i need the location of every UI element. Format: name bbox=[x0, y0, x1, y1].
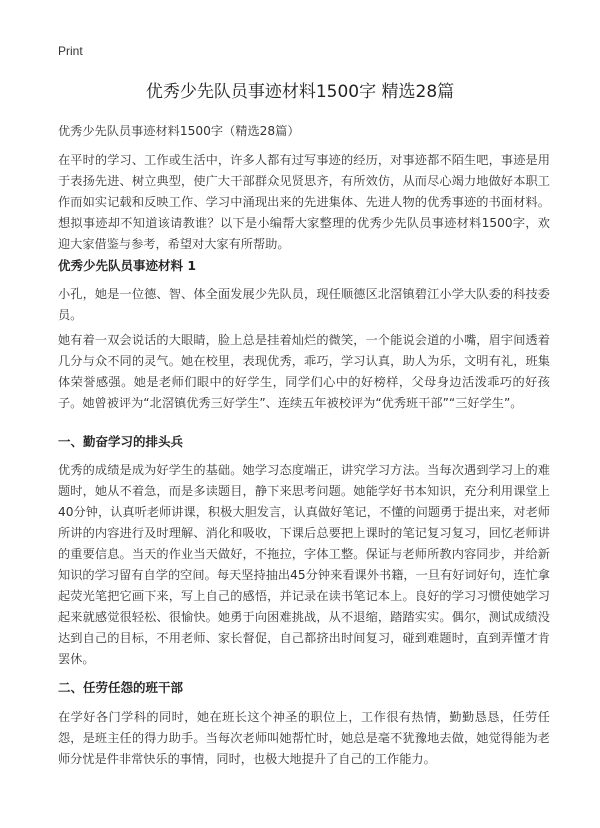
document-subtitle: 优秀少先队员事迹材料1500字（精选28篇） bbox=[58, 124, 300, 138]
section-heading-2: 一、勤奋学习的排头兵 bbox=[58, 434, 184, 449]
section3-paragraph: 在学好各门学科的同时，她在班长这个神圣的职位上，工作很有热情，勤勤恳恳，任劳任怨，是班主任的得力助手。当每次老师叫她帮忙时，她总是毫不犹豫地去做，她觉得能为老师分忧是件非常快乐的事情，同时，也极大地提升了自己的工作能力。 bbox=[58, 710, 550, 766]
section1-paragraph-1: 小孔，她是一位德、智、体全面发展少先队员，现任顺德区北滘镇碧江小学大队委的科技委员。 bbox=[58, 287, 550, 322]
intro-paragraph: 在平时的学习、工作或生活中，许多人都有过写事迹的经历，对事迹都不陌生吧，事迹是用于表扬先进、树立典型，使广大干部群众见贤思齐，有所效仿，从而尽心竭力地做好本职工作而如实记载和反映工作、学习中涌现出来的先进集体、先进人物的优秀事迹的书面材料。想拟事迹却不知道该请教谁？以下是小编帮大家整理的优秀少先队员事迹材料1500字，欢迎大家借鉴与参考，希望对大家有所帮助。 bbox=[58, 153, 550, 251]
page-title: 优秀少先队员事迹材料1500字 精选28篇 bbox=[145, 82, 455, 102]
section-heading-1: 优秀少先队员事迹材料 1 bbox=[58, 258, 197, 273]
section1-paragraph-2: 她有着一双会说话的大眼睛，脸上总是挂着灿烂的微笑，一个能说会道的小嘴，眉宇间透着几分与众不同的灵气。她在校里，表现优秀，乖巧，学习认真，助人为乐，文明有礼，班集体荣誉感强。她是老师们眼中的好学生，同学们心中的好榜样，父母身边活泼乖巧的好孩子。她曾被评为“北滘镇优秀三好学生”、连续五年被校评为“优秀班干部”“三好学生”。 bbox=[58, 333, 550, 410]
print-label[interactable]: Print bbox=[58, 44, 83, 58]
section-heading-3: 二、任劳任怨的班干部 bbox=[58, 680, 184, 695]
section2-paragraph: 优秀的成绩是成为好学生的基础。她学习态度端正，讲究学习方法。当每次遇到学习上的难题时，她从不着急，而是多读题目，静下来思考问题。她能学好书本知识，充分利用课堂上40分钟，认真听老师讲课，积极大胆发言，认真做好笔记，不懂的问题勇于提出来，对老师所讲的内容进行及时理解、消化和吸收，下课后总要把上课时的笔记复习复习，回忆老师讲的重要信息。当天的作业当天做好，不拖拉，字体工整。保证与老师所教内容同步，并给新知识的学习留有自学的空间。每天坚持抽出45分钟来看课外书籍，一旦有好词好句，连忙拿起荧光笔把它画下来，写上自己的感悟，并记录在读书笔记本上。良好的学习习惯使她学习起来就感觉很轻松、很愉快。她勇于向困难挑战，从不退缩，踏踏实实。偶尔，测试成绩没达到自己的目标，不用老师、家长督促，自己都挤出时间复习，碰到难题时，直到弄懂才肯罢休。 bbox=[58, 463, 550, 666]
